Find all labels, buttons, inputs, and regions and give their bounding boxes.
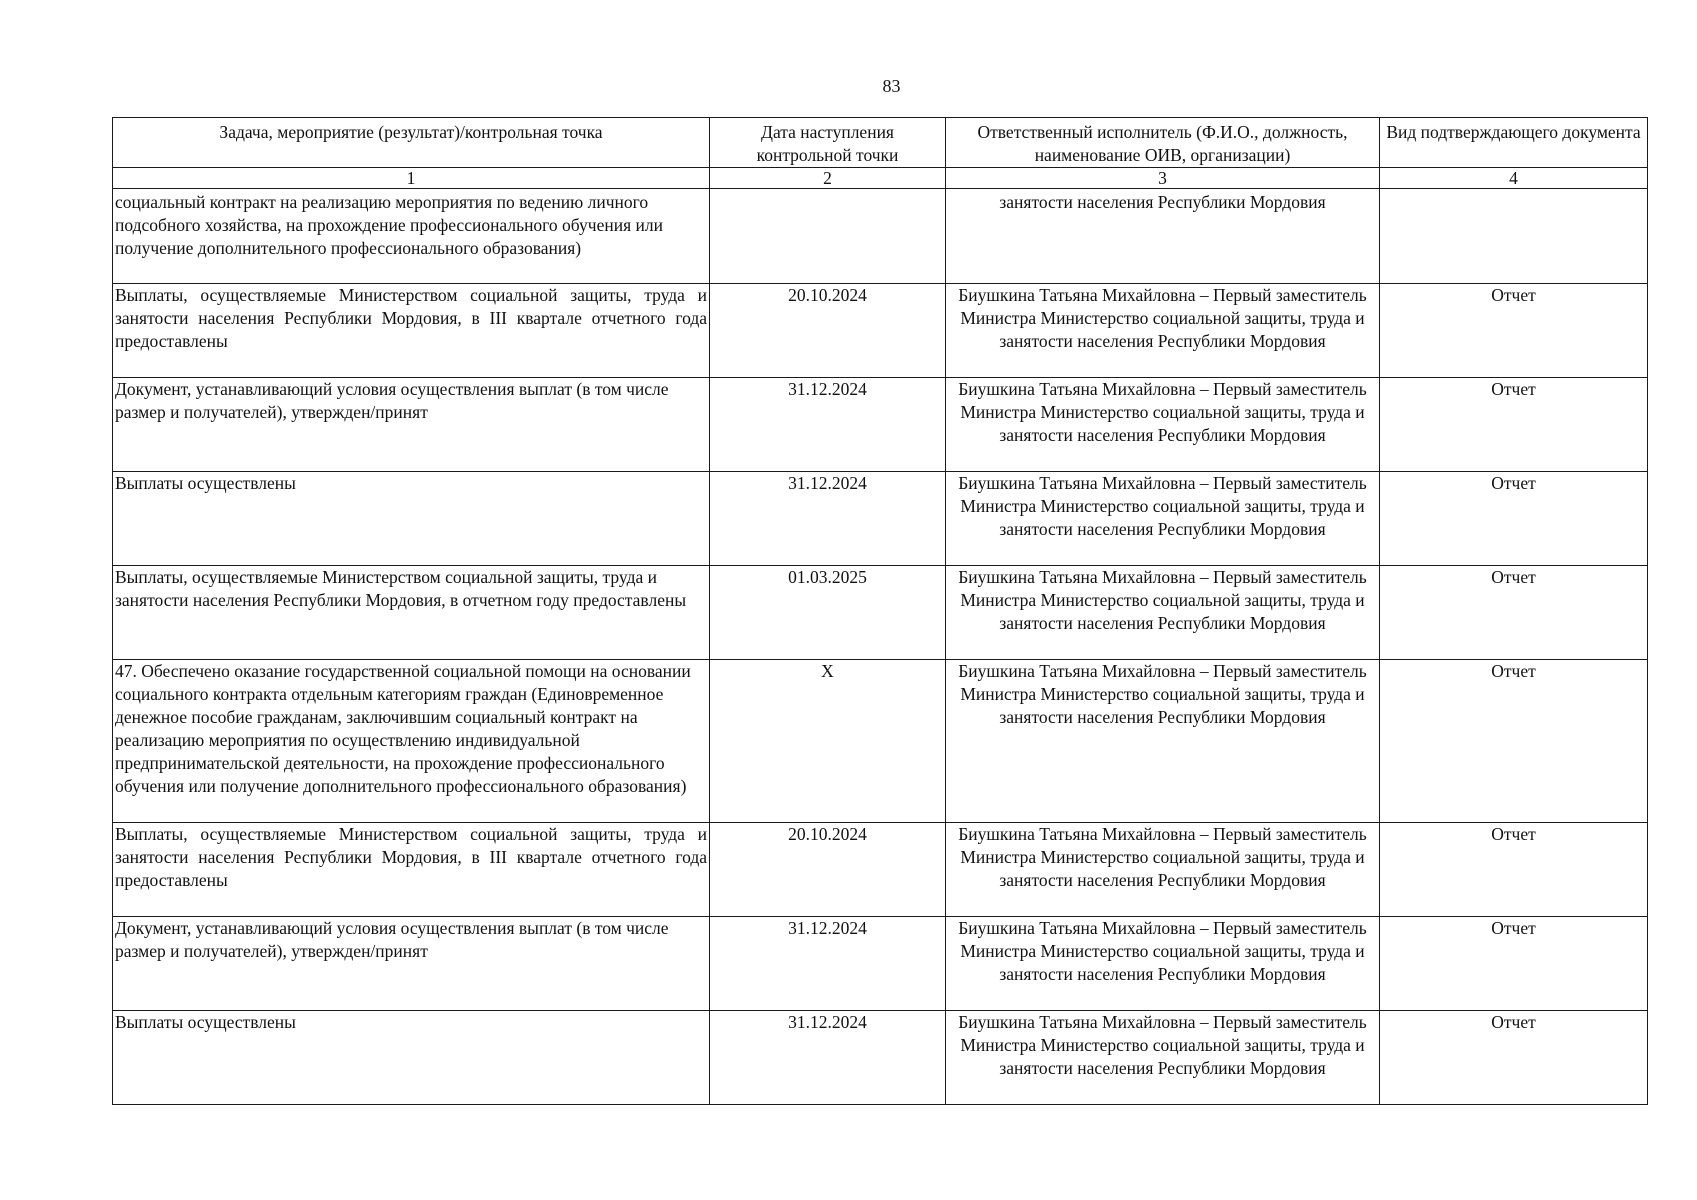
task-cell: Выплаты, осуществляемые Министерством социальной защиты, труда и занятости населения Республики Мордовия, в отчетном году предоставлены <box>113 566 710 660</box>
document-cell: Отчет <box>1380 823 1648 917</box>
header-executor: Ответственный исполнитель (Ф.И.О., должность, наименование ОИВ, организации) <box>946 118 1380 168</box>
column-number: 3 <box>946 168 1380 189</box>
document-cell: Отчет <box>1380 660 1648 823</box>
date-cell: 01.03.2025 <box>710 566 946 660</box>
task-cell: Документ, устанавливающий условия осуществления выплат (в том числе размер и получателей), утвержден/принят <box>113 917 710 1011</box>
column-number: 2 <box>710 168 946 189</box>
table-row <box>113 284 1648 378</box>
column-number-row <box>113 168 1648 189</box>
header-document: Вид подтверждающего документа <box>1380 118 1648 168</box>
column-number: 4 <box>1380 168 1648 189</box>
task-cell: Документ, устанавливающий условия осуществления выплат (в том числе размер и получателей), утвержден/принят <box>113 378 710 472</box>
document-cell: Отчет <box>1380 472 1648 566</box>
table-row <box>113 378 1648 472</box>
executor-cell: Биушкина Татьяна Михайловна – Первый заместитель Министра Министерство социальной защиты, труда и занятости населения Республики Мордовия <box>946 566 1380 660</box>
date-cell: 20.10.2024 <box>710 823 946 917</box>
executor-cell: занятости населения Республики Мордовия <box>946 189 1380 284</box>
date-cell: 20.10.2024 <box>710 284 946 378</box>
table-row <box>113 189 1648 284</box>
column-number: 1 <box>113 168 710 189</box>
document-cell: Отчет <box>1380 917 1648 1011</box>
date-cell: X <box>710 660 946 823</box>
document-cell: Отчет <box>1380 1011 1648 1105</box>
date-cell: 31.12.2024 <box>710 472 946 566</box>
control-points-table <box>112 117 1648 1105</box>
executor-cell: Биушкина Татьяна Михайловна – Первый заместитель Министра Министерство социальной защиты, труда и занятости населения Республики Мордовия <box>946 284 1380 378</box>
table-row <box>113 917 1648 1011</box>
task-cell: Выплаты, осуществляемые Министерством социальной защиты, труда и занятости населения Республики Мордовия, в III квартале отчетного года предоставлены <box>113 284 710 378</box>
page-number: 83 <box>882 76 901 96</box>
task-cell: Выплаты осуществлены <box>113 1011 710 1105</box>
table-row <box>113 472 1648 566</box>
date-cell: 31.12.2024 <box>710 378 946 472</box>
executor-cell: Биушкина Татьяна Михайловна – Первый заместитель Министра Министерство социальной защиты, труда и занятости населения Республики Мордовия <box>946 660 1380 823</box>
task-cell: 47. Обеспечено оказание государственной социальной помощи на основании социального контракта отдельным категориям граждан (Единовременное денежное пособие гражданам, заключившим социальный контракт на реализацию мероприятия по осуществлению индивидуальной предпринимательской деятельности, на прохождение профессионального обучения или получение дополнительного профессионального образования) <box>113 660 710 823</box>
document-cell: Отчет <box>1380 566 1648 660</box>
table-row <box>113 566 1648 660</box>
document-cell: Отчет <box>1380 284 1648 378</box>
table-row <box>113 823 1648 917</box>
task-cell: Выплаты, осуществляемые Министерством социальной защиты, труда и занятости населения Республики Мордовия, в III квартале отчетного года предоставлены <box>113 823 710 917</box>
executor-cell: Биушкина Татьяна Михайловна – Первый заместитель Министра Министерство социальной защиты, труда и занятости населения Республики Мордовия <box>946 1011 1380 1105</box>
document-cell: Отчет <box>1380 378 1648 472</box>
table-row <box>113 660 1648 823</box>
date-cell <box>710 189 946 284</box>
executor-cell: Биушкина Татьяна Михайловна – Первый заместитель Министра Министерство социальной защиты, труда и занятости населения Республики Мордовия <box>946 378 1380 472</box>
executor-cell: Биушкина Татьяна Михайловна – Первый заместитель Министра Министерство социальной защиты, труда и занятости населения Республики Мордовия <box>946 472 1380 566</box>
table-row <box>113 1011 1648 1105</box>
date-cell: 31.12.2024 <box>710 1011 946 1105</box>
task-cell: Выплаты осуществлены <box>113 472 710 566</box>
executor-cell: Биушкина Татьяна Михайловна – Первый заместитель Министра Министерство социальной защиты, труда и занятости населения Республики Мордовия <box>946 917 1380 1011</box>
header-task: Задача, мероприятие (результат)/контрольная точка <box>113 118 710 168</box>
executor-cell: Биушкина Татьяна Михайловна – Первый заместитель Министра Министерство социальной защиты, труда и занятости населения Республики Мордовия <box>946 823 1380 917</box>
header-date: Дата наступления контрольной точки <box>710 118 946 168</box>
date-cell: 31.12.2024 <box>710 917 946 1011</box>
table-header-row <box>113 118 1648 168</box>
document-cell <box>1380 189 1648 284</box>
task-cell: социальный контракт на реализацию мероприятия по ведению личного подсобного хозяйства, на прохождение профессионального обучения или получение дополнительного профессионального образования) <box>113 189 710 284</box>
